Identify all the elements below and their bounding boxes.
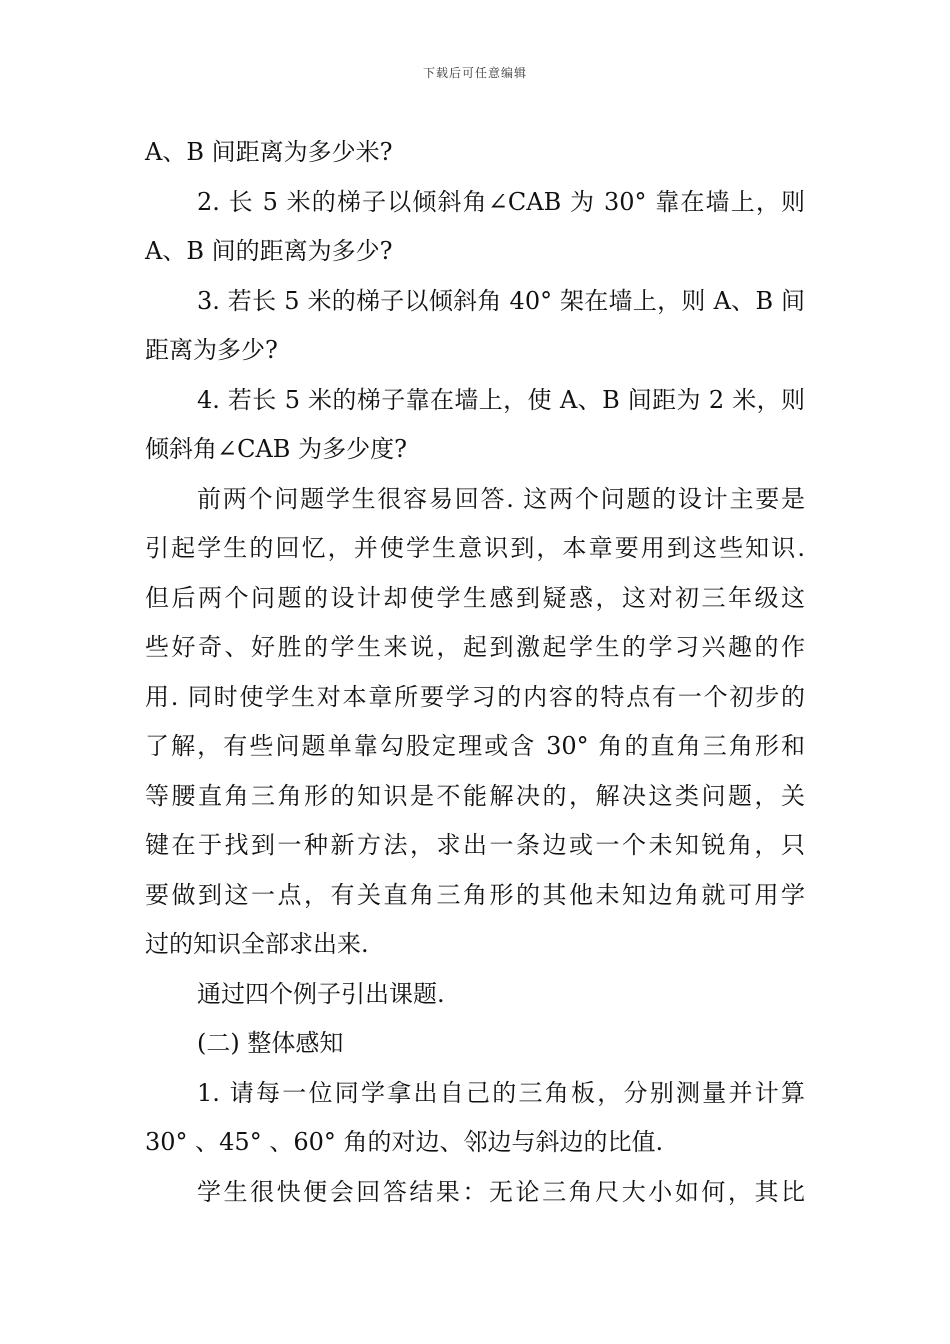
- text-line: 了解，有些问题单靠勾股定理或含 30° 角的直角三角形和: [145, 732, 805, 760]
- text-line: A、B 间的距离为多少?: [145, 237, 393, 265]
- text-line: 倾斜角∠CAB 为多少度?: [145, 435, 407, 463]
- text-line: 用. 同时使学生对本章所要学习的内容的特点有一个初步的: [145, 682, 805, 711]
- text-line: 些好奇、好胜的学生来说，起到激起学生的学习兴趣的作: [145, 633, 805, 661]
- text-line: 但后两个问题的设计却使学生感到疑惑，这对初三年级这: [145, 583, 805, 612]
- text-line: (二) 整体感知: [197, 1029, 344, 1057]
- text-line: 4. 若长 5 米的梯子靠在墙上，使 A、B 间距为 2 米，则: [197, 385, 805, 414]
- text-line: 3. 若长 5 米的梯子以倾斜角 40° 架在墙上，则 A、B 间: [197, 286, 805, 315]
- text-line: 1. 请每一位同学拿出自己的三角板，分别测量并计算: [197, 1078, 805, 1107]
- text-line: 距离为多少?: [145, 336, 278, 364]
- text-line: 2. 长 5 米的梯子以倾斜角∠CAB 为 30° 靠在墙上，则: [197, 187, 805, 216]
- text-line: 前两个问题学生很容易回答. 这两个问题的设计主要是: [197, 484, 805, 513]
- text-line: 过的知识全部求出来.: [145, 930, 369, 958]
- page-header: 下载后可任意编辑: [422, 66, 527, 80]
- document-body: [145, 128, 805, 1217]
- text-line: 30° 、45° 、60° 角的对边、邻边与斜边的比值.: [145, 1128, 664, 1156]
- text-line: 要做到这一点，有关直角三角形的其他未知边角就可用学: [145, 880, 805, 909]
- text-line: 等腰直角三角形的知识是不能解决的，解决这类问题，关: [145, 781, 805, 810]
- text-line: A、B 间距离为多少米?: [145, 138, 393, 166]
- text-line: 键在于找到一种新方法，求出一条边或一个未知锐角，只: [145, 831, 805, 859]
- text-line: 引起学生的回忆，并使学生意识到，本章要用到这些知识.: [145, 534, 805, 562]
- text-line: 通过四个例子引出课题.: [197, 979, 445, 1008]
- text-line: 学生很快便会回答结果：无论三角尺大小如何，其比: [197, 1177, 805, 1206]
